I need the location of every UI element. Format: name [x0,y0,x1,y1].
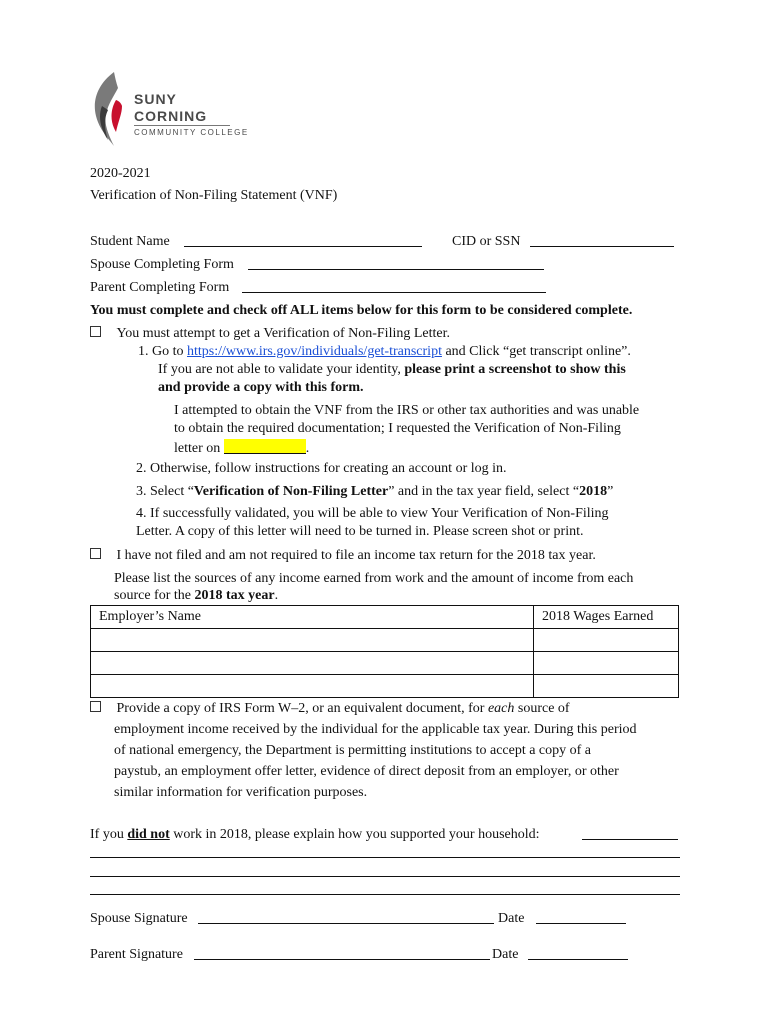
instruction-text: You must complete and check off ALL items below for this form to be considered complete. [90,303,633,318]
attempt-end: . [305,441,310,456]
explain-field-line1[interactable] [582,839,678,840]
list-line2-end: . [274,588,279,603]
table-header-row [91,606,679,629]
item3-line2: employment income received by the individual for the applicable tax year. During this period [114,722,637,737]
student-name-label: Student Name [90,234,170,249]
list-line2-pre: source for the [114,588,195,603]
step3-bold1: Verification of Non-Filing Letter [193,484,389,499]
header-wages-earned: 2018 Wages Earned [534,606,679,629]
spouse-signature-label: Spouse Signature [90,911,188,926]
request-date-field[interactable] [224,439,306,454]
spouse-date-field[interactable] [536,923,626,924]
wages-cell[interactable] [534,652,679,675]
cid-ssn-label: CID or SSN [452,234,521,249]
explain-field-line2[interactable] [90,857,680,858]
item2-list-line1: Please list the sources of any income earned from work and the amount of income from each [114,571,634,586]
item2-checkbox[interactable] [90,548,101,559]
step3-mid: ” and in the tax year field, select “ [388,484,580,499]
item3-row [90,701,570,717]
flame-logo-icon [88,70,132,148]
item1-checkbox[interactable] [90,326,101,337]
wages-cell[interactable] [534,675,679,698]
step3-pre: 3. Select “ [136,484,194,499]
step1-line [138,344,631,360]
item3-line3: of national emergency, the Department is permitting institutions to accept a copy of a [114,743,592,758]
item2-list-line2 [114,588,278,604]
step1-line2 [158,362,626,378]
step1-line3: and provide a copy with this form. [158,380,364,395]
item3-line1-post: source of [514,701,570,716]
spouse-signature-field[interactable] [198,923,494,924]
logo-corning: CORNING [134,108,208,124]
explain-prompt [90,827,540,843]
explain-post: work in 2018, please explain how you supported your household: [169,827,540,842]
step1-suffix: and Click “get transcript online”. [441,344,631,359]
student-name-field[interactable] [184,246,422,247]
explain-pre: If you [90,827,128,842]
step3-bold2: 2018 [579,484,608,499]
logo-community-college: COMMUNITY COLLEGE [134,128,249,137]
explain-field-line3[interactable] [90,876,680,877]
item3-line1-pre: Provide a copy of IRS Form W–2, or an equivalent document, for [116,701,488,716]
item2-text: I have not filed and am not required to file an income tax return for the 2018 tax year. [116,548,596,563]
item3-line4: paystub, an employment offer letter, evidence of direct deposit from an employer, or other [114,764,619,779]
explain-bold: did not [127,827,170,842]
parent-completing-field[interactable] [242,292,546,293]
explain-field-line4[interactable] [90,894,680,895]
employer-table [90,605,679,698]
parent-signature-field[interactable] [194,959,490,960]
item3-line1 [117,701,570,716]
logo-suny: SUNY [134,91,177,107]
item3-checkbox[interactable] [90,701,101,712]
step2: 2. Otherwise, follow instructions for creating an account or log in. [136,461,507,476]
item3-line5: similar information for verification purposes. [114,785,368,800]
wages-cell[interactable] [534,629,679,652]
table-row [91,629,679,652]
step4-line2: Letter. A copy of this letter will need to be turned in. Please screen shot or print. [136,524,584,539]
item2-row [90,548,596,564]
parent-signature-label: Parent Signature [90,947,183,962]
form-title: Verification of Non-Filing Statement (VNF) [90,188,338,203]
step3-end: ” [607,484,614,499]
employer-name-cell[interactable] [91,675,534,698]
academic-year: 2020-2021 [90,166,151,181]
parent-date-label: Date [492,947,519,962]
attempt-line1: I attempted to obtain the VNF from the IRS or other tax authorities and was unable [174,403,640,418]
employer-name-cell[interactable] [91,652,534,675]
employer-name-cell[interactable] [91,629,534,652]
spouse-completing-label: Spouse Completing Form [90,257,234,272]
attempt-line3 [174,439,309,457]
attempt-line2: to obtain the required documentation; I requested the Verification of Non-Filing [174,421,621,436]
irs-transcript-link[interactable]: https://www.irs.gov/individuals/get-transcript [187,344,442,359]
step3 [136,484,613,500]
list-line2-bold: 2018 tax year [194,588,275,603]
spouse-date-label: Date [498,911,525,926]
item1-row [90,326,450,342]
header-employer-name: Employer’s Name [91,606,534,629]
cid-ssn-field[interactable] [530,246,674,247]
parent-completing-label: Parent Completing Form [90,280,230,295]
table-row [91,652,679,675]
spouse-completing-field[interactable] [248,269,544,270]
table-row [91,675,679,698]
parent-date-field[interactable] [528,959,628,960]
item3-line1-italic: each [487,701,515,716]
step1-line2-text: If you are not able to validate your identity, [158,362,405,377]
step4-line1: 4. If successfully validated, you will be able to view Your Verification of Non-Filing [136,506,609,521]
step1-line2-bold: please print a screenshot to show this [404,362,626,377]
step1-prefix: 1. Go to [138,344,187,359]
attempt-line3-text: letter on [174,441,221,456]
item1-text: You must attempt to get a Verification of Non-Filing Letter. [116,326,450,341]
